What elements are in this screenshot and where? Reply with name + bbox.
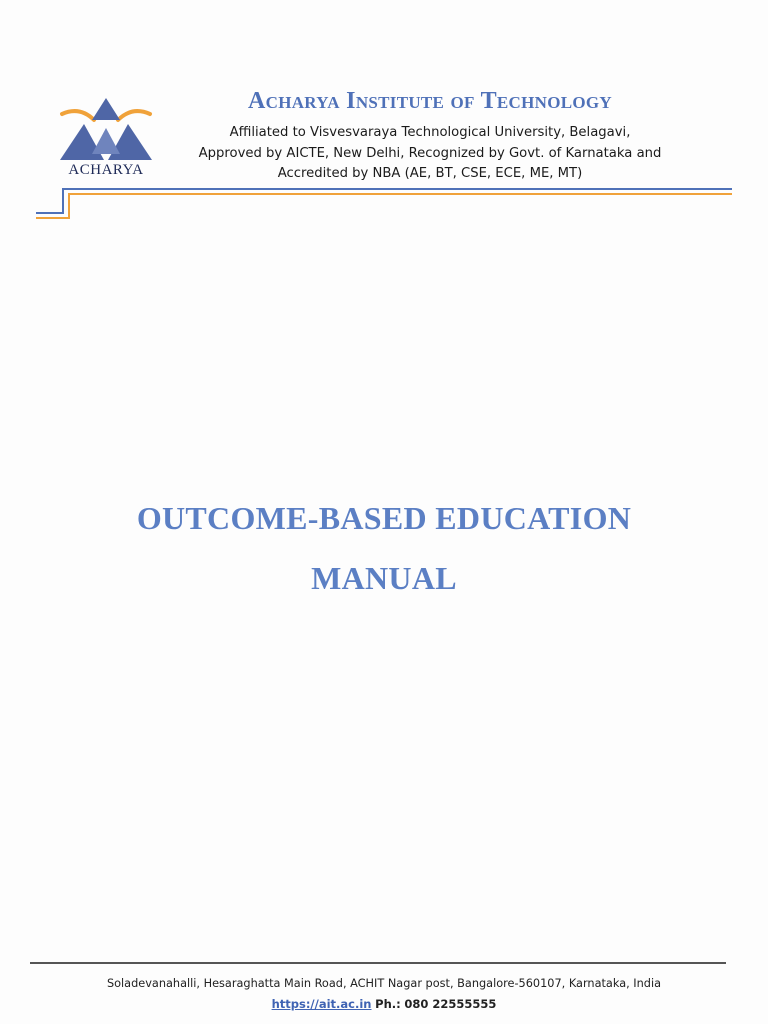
header-rule-corner-orange [68, 193, 70, 219]
footer-address: Soladevanahalli, Hesaraghatta Main Road, ACHIT Nagar post, Bangalore-560107, Karnataka, India [106, 977, 662, 990]
phone-label: Ph.: [375, 997, 401, 1011]
institute-name: Acharya Institute of Technology [248, 88, 612, 114]
footer-contact [0, 997, 768, 1011]
website-link[interactable]: https://ait.ac.in [271, 997, 372, 1011]
header-rule-foot-blue [36, 212, 64, 214]
phone-number: 080 22555555 [404, 997, 497, 1011]
document-title-line-2: MANUAL [311, 560, 457, 596]
header-rule-orange [68, 193, 732, 195]
affiliation-line-2: Approved by AICTE, New Delhi, Recognized by Govt. of Karnataka and [198, 146, 662, 161]
affiliation-line-1: Affiliated to Visvesvaraya Technological University, Belagavi, [229, 125, 631, 140]
header-rule-foot-orange [36, 217, 70, 219]
footer-rule [30, 962, 726, 964]
document-title-line-1: OUTCOME-BASED EDUCATION [136, 500, 632, 536]
header-rule-blue [62, 188, 732, 190]
acharya-logo-icon [54, 94, 158, 164]
logo-wordmark: ACHARYA [68, 162, 144, 178]
header-rule-corner-blue [62, 188, 64, 214]
affiliation-line-3: Accredited by NBA (AE, BT, CSE, ECE, ME, MT) [277, 166, 583, 181]
